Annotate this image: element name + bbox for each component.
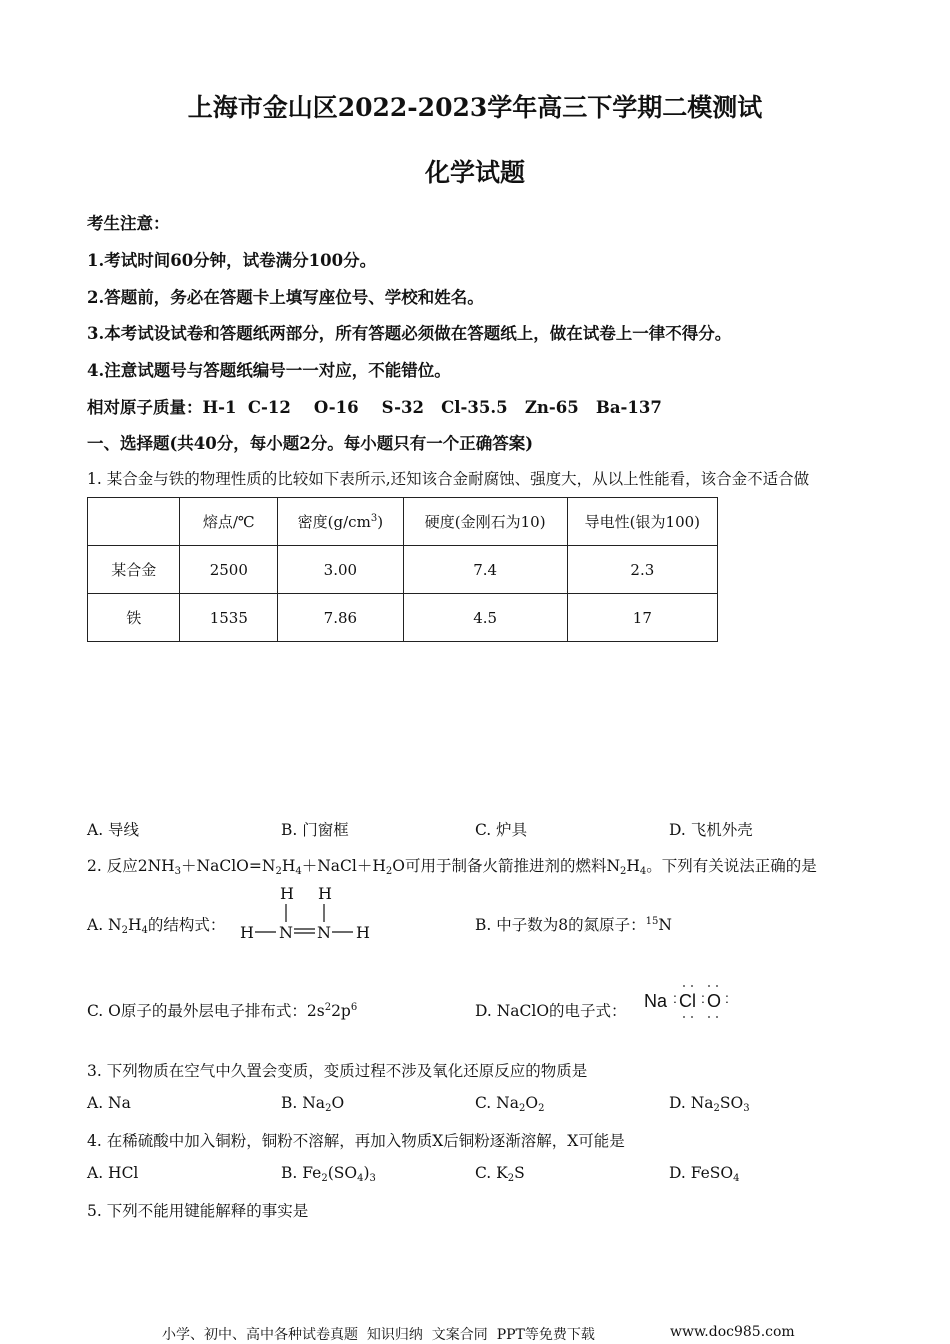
- atom-h: H: [318, 884, 332, 903]
- table-cell: 铁: [88, 594, 180, 642]
- table-header-cell: 熔点/℃: [180, 498, 278, 546]
- atom-h: H: [356, 923, 370, 942]
- option-c: C. 炉具: [475, 821, 528, 839]
- option-d: D. FeSO$_4$: [669, 1164, 740, 1184]
- table-cell: 1535: [180, 594, 278, 642]
- n2h4-structure-diagram: [232, 880, 377, 945]
- atom-h: H: [280, 884, 294, 903]
- footer-site-link[interactable]: www.doc985.com: [670, 1324, 795, 1340]
- table-cell: 2.3: [567, 546, 717, 594]
- atom-na: Na: [644, 991, 668, 1011]
- question-1-stem: 1. 某合金与铁的物理性质的比较如下表所示,还知该合金耐腐蚀、强度大，从以上性能看，该合金不适合做: [87, 470, 810, 488]
- option-d: D. NaClO的电子式：: [475, 1002, 627, 1020]
- atom-o: O: [707, 991, 722, 1011]
- option-c: C. $K_2S$: [475, 1164, 525, 1184]
- atomic-mass-line: 相对原子质量：H-1 C-12 O-16 S-32 Cl-35.5 Zn-65 Ba-137: [87, 398, 662, 417]
- lone-pair-dots: :: [701, 990, 705, 1006]
- table-header-cell: [88, 498, 180, 546]
- electron-dots: [644, 982, 744, 1022]
- question-2-stem: 2. 反应$2NH_3+NaClO=N_2H_4+NaCl+H_2O$可用于制备火箭推进剂的燃料$N_2H_4$。下列有关说法正确的是: [87, 857, 817, 877]
- notice-item: 1.考试时间60分钟，试卷满分100分。: [87, 251, 377, 270]
- option-c: C. O原子的最外层电子排布式：$2s^22p^6$: [87, 1002, 358, 1020]
- table-header-row: [88, 498, 718, 546]
- table-row: [88, 594, 718, 642]
- atom-n: N: [279, 923, 293, 942]
- option-b: B. 中子数为8的氮原子：$^{15}$N: [475, 916, 672, 934]
- notice-item: 3.本考试设试卷和答题纸两部分，所有答题必须做在答题纸上，做在试卷上一律不得分。: [87, 324, 732, 343]
- option-d: D. $Na_2SO_3$: [669, 1094, 750, 1114]
- atom-cl: Cl: [679, 991, 696, 1011]
- table-cell: 2500: [180, 546, 278, 594]
- option-a: A. $N_2H_4$的结构式：: [87, 916, 226, 936]
- table-cell: 4.5: [403, 594, 567, 642]
- notice-item: 2.答题前，务必在答题卡上填写座位号、学校和姓名。: [87, 288, 484, 307]
- question-5-stem: 5. 下列不能用键能解释的事实是: [87, 1202, 309, 1220]
- table-row: [88, 546, 718, 594]
- table-cell: 17: [567, 594, 717, 642]
- table-cell: 3.00: [278, 546, 404, 594]
- notice-item: 4.注意试题号与答题纸编号一一对应，不能错位。: [87, 361, 451, 380]
- lone-pair-dots: :: [673, 990, 677, 1006]
- footer-text: 小学、初中、高中各种试卷真题 知识归纳 文案合同 PPT等免费下载: [162, 1327, 595, 1343]
- property-table: [87, 497, 718, 642]
- question-3-stem: 3. 下列物质在空气中久置会变质，变质过程不涉及氧化还原反应的物质是: [87, 1062, 588, 1080]
- lone-pair-dots: :: [725, 990, 729, 1006]
- table-cell: 某合金: [88, 546, 180, 594]
- table-header-cell: 导电性(银为100): [567, 498, 717, 546]
- option-b: B. $Na_2O$: [281, 1094, 345, 1114]
- atom-h: H: [240, 923, 254, 942]
- option-b: B. 门窗框: [281, 821, 349, 839]
- table-header-cell: 硬度(金刚石为10): [403, 498, 567, 546]
- section-heading: 一、选择题(共40分，每小题2分。每小题只有一个正确答案): [87, 434, 534, 453]
- exam-title: 上海市金山区2022-2023学年高三下学期二模测试: [187, 93, 763, 122]
- option-d: D. 飞机外壳: [669, 821, 753, 839]
- table-header-cell: 密度$(g/cm^3)$: [278, 498, 404, 546]
- option-c: C. $Na_2O_2$: [475, 1094, 545, 1114]
- option-a: A. Na: [87, 1094, 131, 1112]
- option-a: A. 导线: [87, 821, 140, 839]
- atom-n: N: [317, 923, 331, 942]
- notice-heading: 考生注意：: [87, 214, 170, 233]
- table-cell: 7.4: [403, 546, 567, 594]
- naclo-lewis-structure: [644, 982, 744, 1022]
- question-4-stem: 4. 在稀硫酸中加入铜粉，铜粉不溶解，再加入物质X后铜粉逐渐溶解，X可能是: [87, 1132, 625, 1150]
- table-cell: 7.86: [278, 594, 404, 642]
- option-b: B. $Fe_2(SO_4)_3$: [281, 1164, 376, 1184]
- exam-subtitle: 化学试题: [424, 158, 525, 187]
- option-a: A. HCl: [87, 1164, 139, 1182]
